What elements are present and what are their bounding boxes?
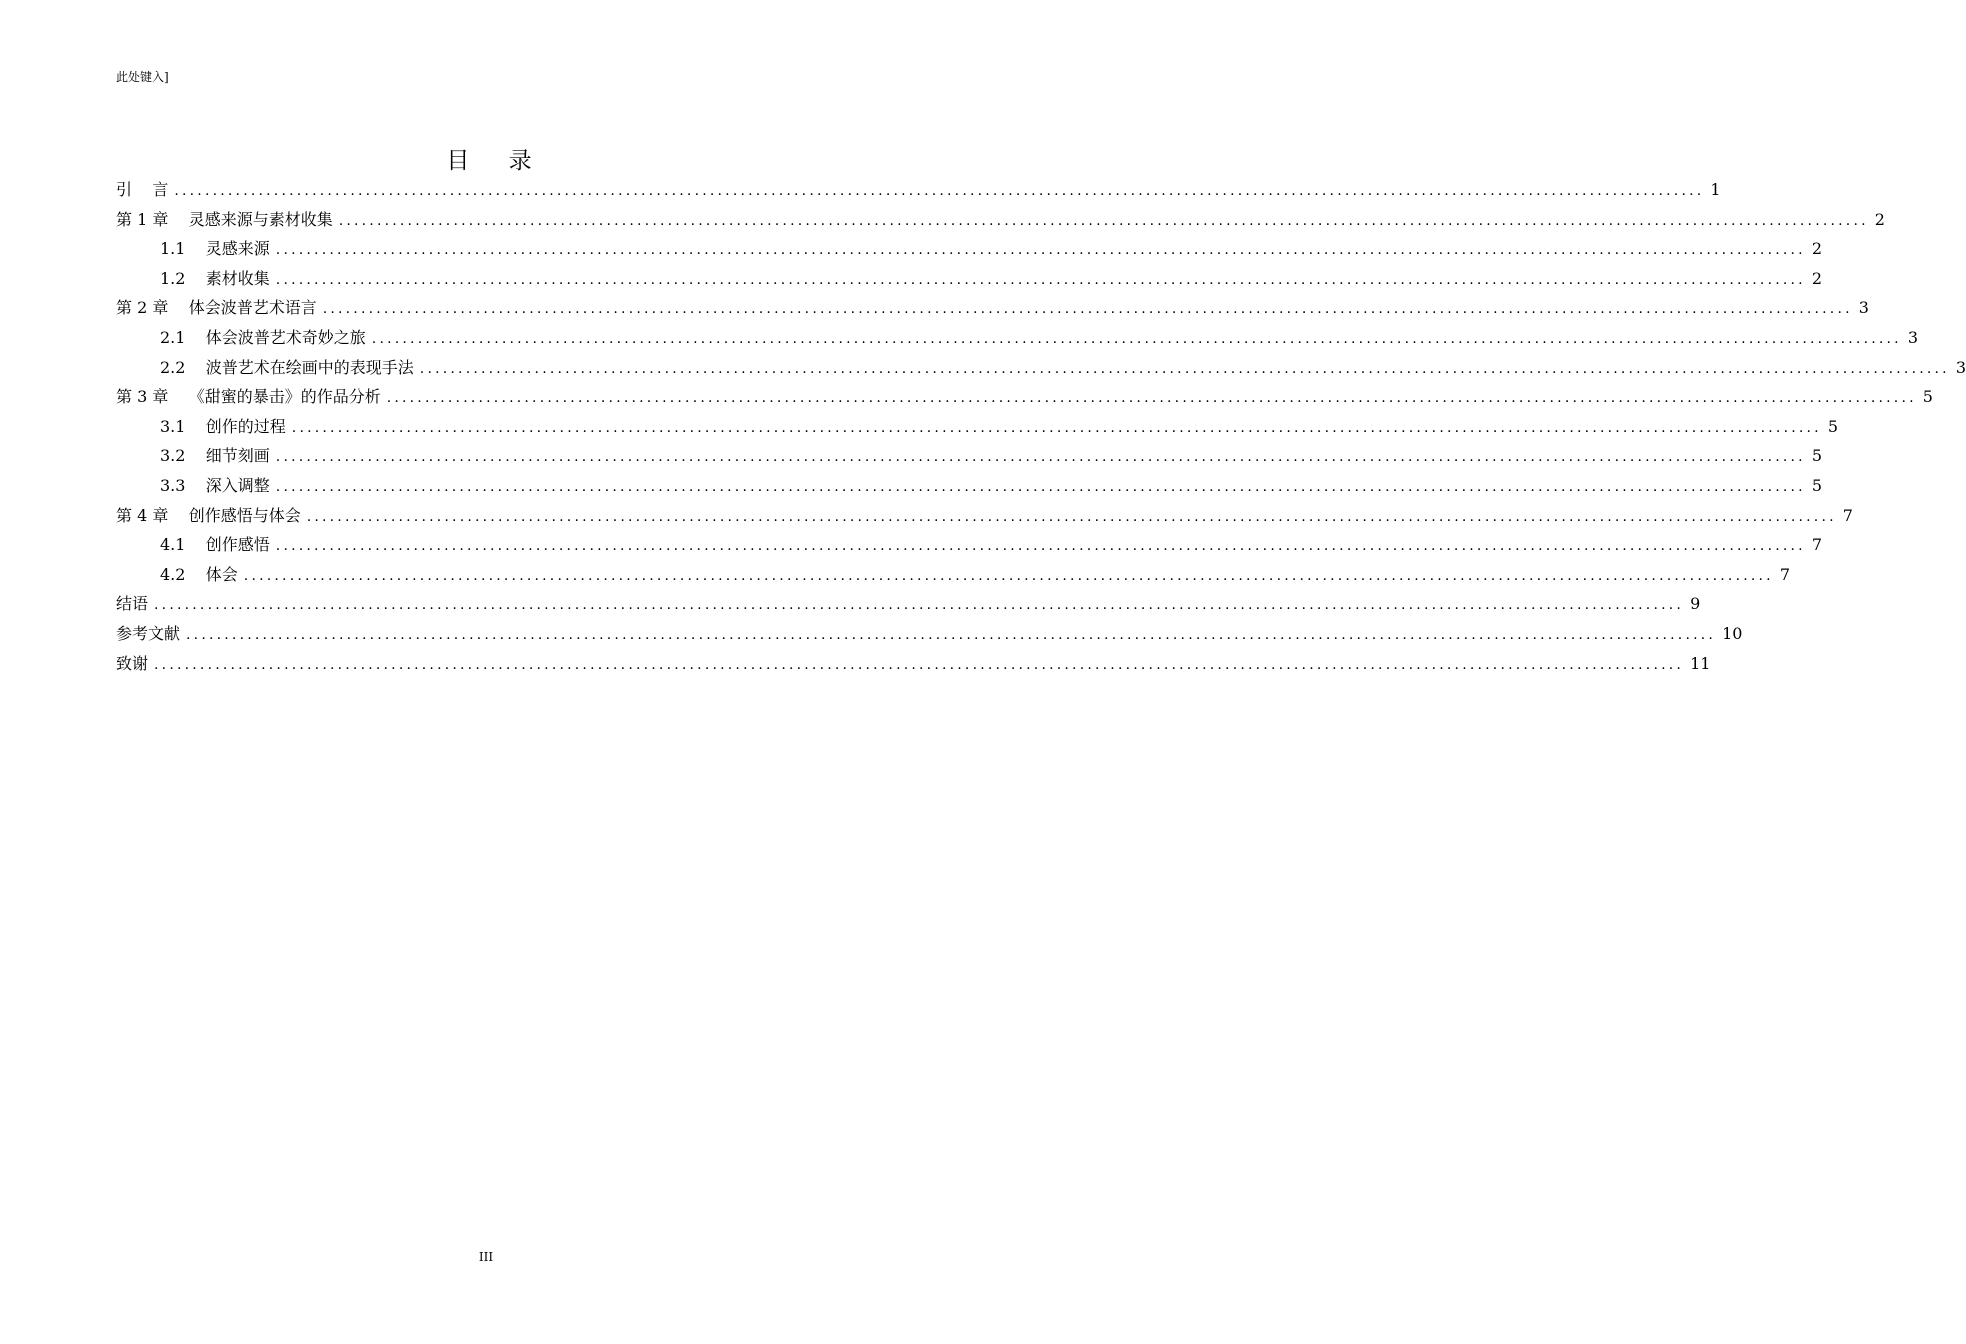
toc-entry-label: 3.1 创作的过程 bbox=[160, 416, 286, 436]
toc-entry-page: 5 bbox=[1827, 416, 1839, 436]
toc-entry-page: 7 bbox=[1811, 535, 1823, 555]
toc-leader-dots: ........................................................................................................................................................................................................ bbox=[154, 656, 1685, 673]
toc-entry-intro[interactable] bbox=[116, 175, 1721, 205]
toc-leader-dots: ........................................................................................................................................................................................................ bbox=[338, 212, 1869, 229]
toc-title: 目 录 bbox=[446, 148, 534, 174]
toc-entry-page: 2 bbox=[1874, 209, 1885, 229]
toc-entry-page: 10 bbox=[1722, 623, 1743, 643]
toc-entry-label: 1.2 素材收集 bbox=[160, 268, 270, 288]
toc-entry-page: 2 bbox=[1811, 239, 1823, 259]
toc-entry-page: 5 bbox=[1811, 446, 1823, 466]
toc-entry-label: 2.2 波普艺术在绘画中的表现手法 bbox=[160, 357, 414, 377]
toc-entry-chapter-3[interactable] bbox=[116, 382, 1933, 412]
table-of-contents bbox=[116, 175, 1966, 678]
toc-entry-label: 2.1 体会波普艺术奇妙之旅 bbox=[160, 327, 366, 347]
toc-leader-dots: ........................................................................................................................................................................................................ bbox=[186, 626, 1717, 643]
toc-entry-chapter-2[interactable] bbox=[116, 293, 1869, 323]
toc-entry-section-4-1[interactable] bbox=[116, 530, 1823, 560]
toc-entry-label: 第 2 章 体会波普艺术语言 bbox=[116, 298, 317, 318]
toc-entry-page: 9 bbox=[1690, 594, 1701, 614]
toc-entry-page: 3 bbox=[1858, 298, 1869, 318]
toc-entry-references[interactable] bbox=[116, 619, 1743, 649]
toc-entry-label: 第 4 章 创作感悟与体会 bbox=[116, 505, 301, 525]
toc-leader-dots: ........................................................................................................................................................................................................ bbox=[243, 567, 1774, 584]
toc-entry-page: 7 bbox=[1842, 505, 1853, 525]
toc-leader-dots: ........................................................................................................................................................................................................ bbox=[322, 301, 1853, 318]
toc-leader-dots: ........................................................................................................................................................................................................ bbox=[275, 478, 1806, 495]
toc-entry-page: 7 bbox=[1779, 564, 1791, 584]
toc-leader-dots: ........................................................................................................................................................................................................ bbox=[275, 242, 1806, 259]
toc-entry-acknowledgements[interactable] bbox=[116, 649, 1711, 679]
toc-entry-label: 结语 bbox=[116, 594, 149, 614]
toc-entry-label: 4.2 体会 bbox=[160, 564, 238, 584]
toc-leader-dots: ........................................................................................................................................................................................................ bbox=[371, 330, 1902, 347]
toc-entry-page: 3 bbox=[1907, 327, 1919, 347]
toc-leader-dots: ........................................................................................................................................................................................................ bbox=[154, 597, 1685, 614]
toc-entry-label: 参考文献 bbox=[116, 623, 181, 643]
toc-entry-label: 引 言 bbox=[116, 180, 169, 199]
toc-entry-section-3-2[interactable] bbox=[116, 441, 1823, 471]
toc-entry-section-3-1[interactable] bbox=[116, 412, 1839, 442]
toc-entry-section-2-2[interactable] bbox=[116, 353, 1966, 383]
toc-entry-label: 4.1 创作感悟 bbox=[160, 535, 270, 555]
toc-entry-page: 3 bbox=[1955, 357, 1966, 377]
toc-entry-section-1-2[interactable] bbox=[116, 264, 1823, 294]
toc-leader-dots: ........................................................................................................................................................................................................ bbox=[291, 419, 1822, 436]
toc-entry-section-4-2[interactable] bbox=[116, 560, 1791, 590]
toc-entry-chapter-1[interactable] bbox=[116, 205, 1885, 235]
toc-entry-label: 1.1 灵感来源 bbox=[160, 239, 270, 259]
toc-entry-section-1-1[interactable] bbox=[116, 234, 1823, 264]
toc-leader-dots: ........................................................................................................................................................................................................ bbox=[275, 449, 1806, 466]
toc-leader-dots: ........................................................................................................................................................................................................ bbox=[275, 271, 1806, 288]
toc-leader-dots: ........................................................................................................................................................................................................ bbox=[306, 508, 1837, 525]
toc-entry-section-2-1[interactable] bbox=[116, 323, 1919, 353]
toc-leader-dots: ........................................................................................................................................................................................................ bbox=[419, 360, 1950, 377]
header-note: 此处键入] bbox=[116, 70, 169, 84]
toc-leader-dots: ........................................................................................................................................................................................................ bbox=[275, 538, 1806, 555]
toc-entry-conclusion[interactable] bbox=[116, 589, 1701, 619]
toc-entry-page: 2 bbox=[1811, 268, 1823, 288]
toc-entry-label: 3.2 细节刻画 bbox=[160, 446, 270, 466]
toc-entry-page: 5 bbox=[1922, 387, 1933, 407]
toc-entry-label: 致谢 bbox=[116, 653, 149, 673]
toc-entry-page: 11 bbox=[1690, 653, 1711, 673]
toc-entry-chapter-4[interactable] bbox=[116, 501, 1853, 531]
toc-entry-page: 5 bbox=[1811, 475, 1823, 495]
page-number: III bbox=[478, 1250, 494, 1264]
toc-entry-label: 第 3 章 《甜蜜的暴击》的作品分析 bbox=[116, 387, 381, 407]
toc-entry-label: 第 1 章 灵感来源与素材收集 bbox=[116, 209, 333, 229]
toc-entry-page: 1 bbox=[1710, 180, 1721, 199]
toc-leader-dots: ........................................................................................................................................................................................................ bbox=[174, 183, 1705, 199]
toc-entry-label: 3.3 深入调整 bbox=[160, 475, 270, 495]
toc-leader-dots: ........................................................................................................................................................................................................ bbox=[386, 390, 1917, 407]
toc-entry-section-3-3[interactable] bbox=[116, 471, 1823, 501]
